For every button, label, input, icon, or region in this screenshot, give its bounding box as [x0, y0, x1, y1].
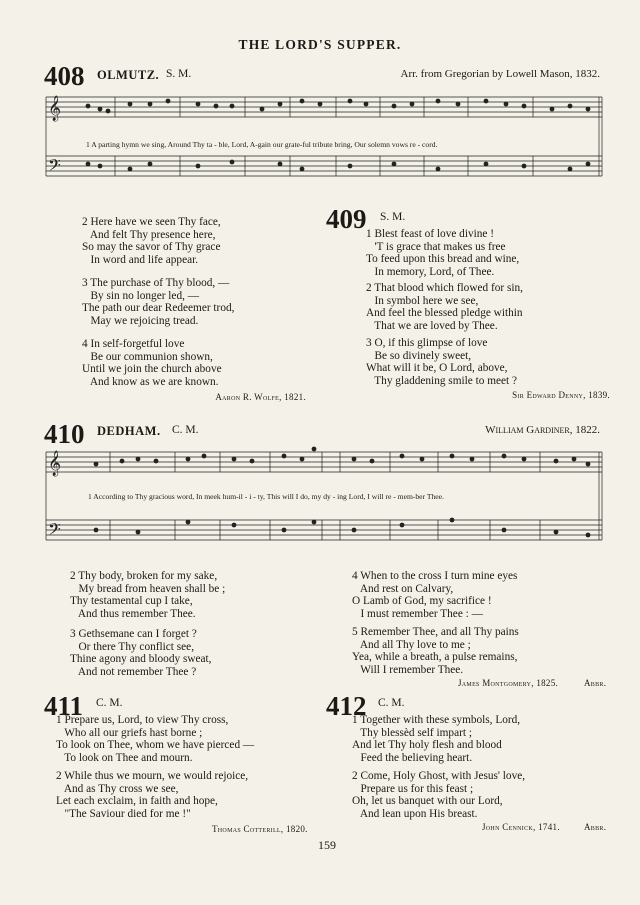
- hymn-408-verse-4: 4 In self-forgetful love Be our communion shown, Until we join the church above And know as we are known.: [82, 338, 222, 388]
- hymn-409-verse-2: 2 That blood which flowed for sin, In symbol here we see, And feel the blessed pledge within That we are loved by Thee.: [366, 282, 523, 332]
- hymn-410-composer: William Gardiner, 1822.: [485, 424, 600, 436]
- hymn-410-meter: C. M.: [172, 424, 199, 436]
- hymn-412-verse-2: 2 Come, Holy Ghost, with Jesus' love, Prepare us for this feast ; Oh, let us banquet with our Lord, And lean upon His breast.: [352, 770, 526, 820]
- hymn-410-verse-4: 4 When to the cross I turn mine eyes And rest on Calvary, O Lamb of God, my sacrifice ! I must remember Thee : —: [352, 570, 518, 620]
- hymn-409-verse-1: 1 Blest feast of love divine ! 'T is grace that makes us free To feed upon this bread and wine, In memory, Lord, of Thee.: [366, 228, 520, 278]
- hymn-410-number: 410: [44, 419, 85, 449]
- hymn-408-number: 408: [44, 61, 85, 91]
- hymn-409-number: 409: [326, 204, 367, 234]
- hymn-410-verse-5: 5 Remember Thee, and all Thy pains And all Thy love to me ; Yea, while a breath, a pulse remains, Will I remember Thee.: [352, 626, 519, 676]
- hymn-412-abbr: Abbr.: [584, 822, 607, 832]
- svg-text:𝄞: 𝄞: [48, 95, 62, 120]
- page-title: THE LORD'S SUPPER.: [238, 37, 402, 52]
- hymn-408-tune: OLMUTZ.: [97, 68, 160, 82]
- hymn-409-meter: S. M.: [380, 211, 406, 223]
- hymn-410-tune: DEDHAM.: [97, 424, 161, 438]
- hymn-410-verse-2: 2 Thy body, broken for my sake, My bread from heaven shall be ; Thy testamental cup I take, And thus remember Thee.: [70, 570, 226, 620]
- hymn-408-verse-2: 2 Here have we seen Thy face, And felt Thy presence here, So may the savor of Thy grace In word and life appear.: [82, 216, 221, 266]
- hymn-409-author: Sir Edward Denny, 1839.: [512, 390, 610, 400]
- hymn-408-lyric-line: 1 A parting hymn we sing, Around Thy ta - ble, Lord, A-gain our grate-ful tribute bring, Our solemn vows re - cord.: [86, 140, 438, 149]
- hymn-408-author: Aaron R. Wolfe, 1821.: [215, 392, 306, 402]
- hymn-411-verse-2: 2 While thus we mourn, we would rejoice, And as Thy cross we see, Let each exclaim, in faith and hope, "The Saviour died for me !": [56, 770, 249, 820]
- hymn-411-verse-1: 1 Prepare us, Lord, to view Thy cross, Who all our griefs hast borne ; To look on Thee, whom we have pierced — To look on Thee and mourn.: [56, 714, 255, 764]
- hymn-412-author: John Cennick, 1741.: [482, 822, 560, 832]
- hymn-408-verse-3: 3 The purchase of Thy blood, — By sin no longer led, — The path our dear Redeemer trod, May we rejoicing tread.: [82, 277, 235, 327]
- hymn-412-verse-1: 1 Together with these symbols, Lord, Thy blessèd self impart ; And let Thy holy flesh and blood Feed the believing heart.: [352, 714, 521, 764]
- hymn-412-number: 412: [326, 691, 367, 721]
- hymn-410-lyric-line: 1 According to Thy gracious word, In meek hum-il - i - ty, This will I do, my dy - ing Lord, I will re - mem-ber Thee.: [88, 492, 444, 501]
- hymn-411-number: 411: [44, 691, 84, 721]
- svg-text:𝄢: 𝄢: [48, 157, 61, 179]
- svg-text:𝄞: 𝄞: [48, 450, 62, 475]
- hymn-410-author: James Montgomery, 1825.: [458, 678, 559, 688]
- hymn-409-verse-3: 3 O, if this glimpse of love Be so divinely sweet, What will it be, O Lord, above, Thy gladdening smile to meet ?: [366, 337, 518, 387]
- hymn-408-arranger: Arr. from Gregorian by Lowell Mason, 1832.: [400, 68, 600, 80]
- hymn-411-meter: C. M.: [96, 697, 123, 709]
- hymn-410-abbr: Abbr.: [584, 678, 607, 688]
- hymn-411-author: Thomas Cotterill, 1820.: [212, 824, 308, 834]
- page-number: 159: [318, 838, 336, 852]
- hymn-412-meter: C. M.: [378, 697, 405, 709]
- hymn-408-meter: S. M.: [166, 68, 192, 80]
- svg-text:𝄢: 𝄢: [48, 521, 61, 543]
- hymn-410-verse-3: 3 Gethsemane can I forget ? Or there Thy conflict see, Thine agony and bloody sweat, And not remember Thee ?: [70, 628, 212, 678]
